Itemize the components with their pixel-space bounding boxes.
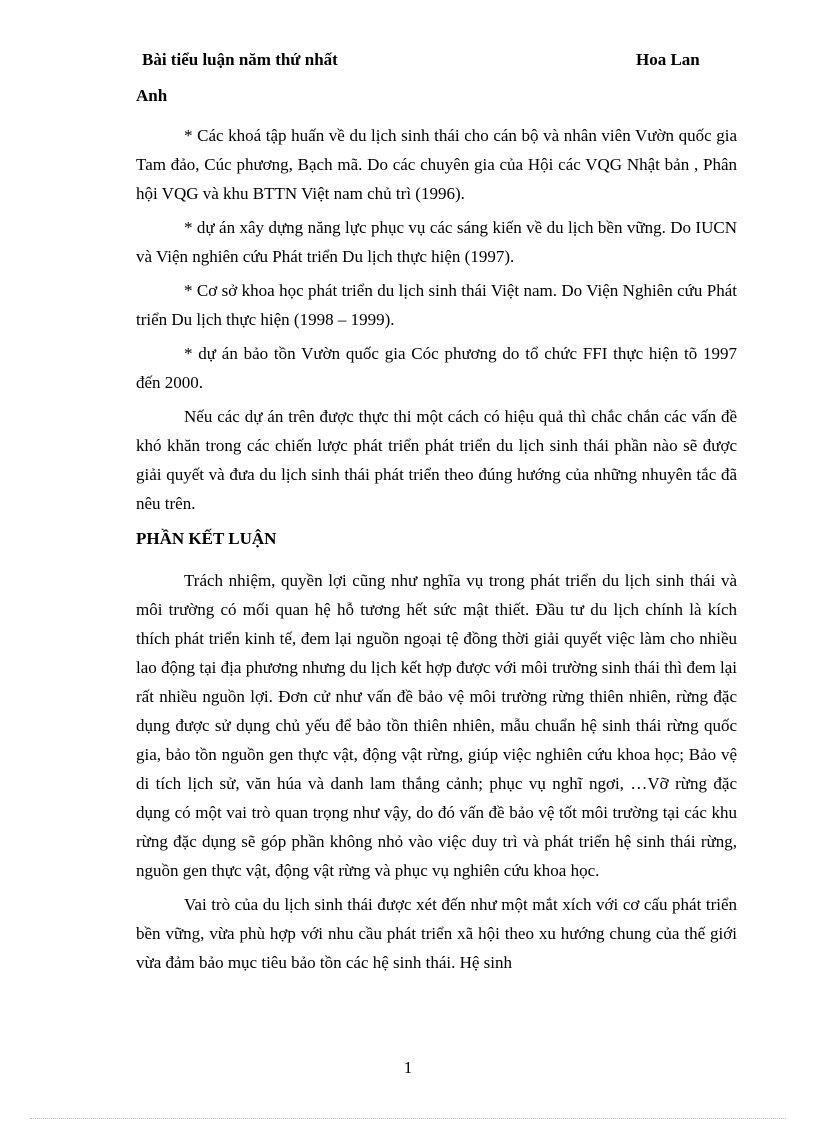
header-author-wrap: Anh [136,86,168,105]
header-author: Hoa Lan [636,50,700,69]
paragraph-conclusion-2: Vai trò của du lịch sinh thái được xét đến như một mắt xích với cơ cấu phát triển bền vững, vừa phù hợp với nhu cầu phát triển xã hội theo xu hướng chung của thế giới vừa đảm bảo mục tiêu bảo tồn các hệ sinh thái. Hệ sinh [136,895,737,972]
section-heading: PHẦN KẾT LUẬN [136,529,277,548]
document-body [136,121,737,982]
paragraph-summary: Nếu các dự án trên được thực thi một cách có hiệu quả thì chắc chắn các vấn đề khó khăn trong các chiến lược phát triển phát triển du lịch sinh thái phần nào sẽ được giải quyết và đưa du lịch sinh thái phát triển theo đúng hướng của những nhuyên tắc đã nêu trên. [136,407,737,513]
header-title: Bài tiểu luận năm thứ nhất [142,50,338,69]
paragraph-conclusion-1: Trách nhiệm, quyền lợi cũng như nghĩa vụ trong phát triển du lịch sinh thái và môi trường có mối quan hệ hỗ tương hết sức mật thiết. Đầu tư du lịch chính là kích thích phát triển kinh tế, đem lại nguồn ngoại tệ đồng thời giải quyết việc làm cho nhiều lao động tại địa phương nhưng du lịch kết hợp được với môi trường sinh thái thì đem lại rất nhiều nguồn lợi. Đơn cử như vấn đề bảo vệ môi trường rừng thiên nhiên, rừng đặc dụng được sử dụng chủ yếu để bảo tồn thiên nhiên, mẫu chuẩn hệ sinh thái rừng quốc gia, bảo tồn nguồn gen thực vật, động vật rừng, giúp việc nghiên cứu khoa học; Bảo vệ di tích lịch sử, văn húa và danh lam thắng cảnh; phục vụ nghĩ ngơi, …Vỡ rừng đặc dụng có một vai trò quan trọng như vậy, do đó vấn đề bảo vệ tốt môi trường tại các khu rừng đặc dụng sẽ góp phần không nhỏ vào việc duy trì và phát triển hệ sinh thái rừng, nguồn gen thực vật, động vật rừng và phục vụ nghiên cứu khoa học. [136,571,737,880]
page-bottom-divider [30,1118,786,1119]
paragraph-training: * Các khoá tập huấn về du lịch sinh thái cho cán bộ và nhân viên Vườn quốc gia Tam đảo, Cúc phương, Bạch mã. Do các chuyên gia của Hội các VQG Nhật bản , Phân hội VQG và khu BTTN Việt nam chủ trì (1996). [136,126,737,203]
paragraph-scientific-basis: * Cơ sở khoa học phát triển du lịch sinh thái Việt nam. Do Viện Nghiên cứu Phát triển Du lịch thực hiện (1998 – 1999). [136,281,737,329]
paragraph-conservation-project: * dự án bảo tồn Vườn quốc gia Cóc phương do tổ chức FFI thực hiện tõ 1997 đến 2000. [136,344,737,392]
paragraph-capacity-project: * dự án xây dựng năng lực phục vụ các sáng kiến về du lịch bền vững. Do IUCN và Viện nghiên cứu Phát triển Du lịch thực hiện (1997). [136,218,737,266]
page-number: 1 [403,1058,413,1077]
